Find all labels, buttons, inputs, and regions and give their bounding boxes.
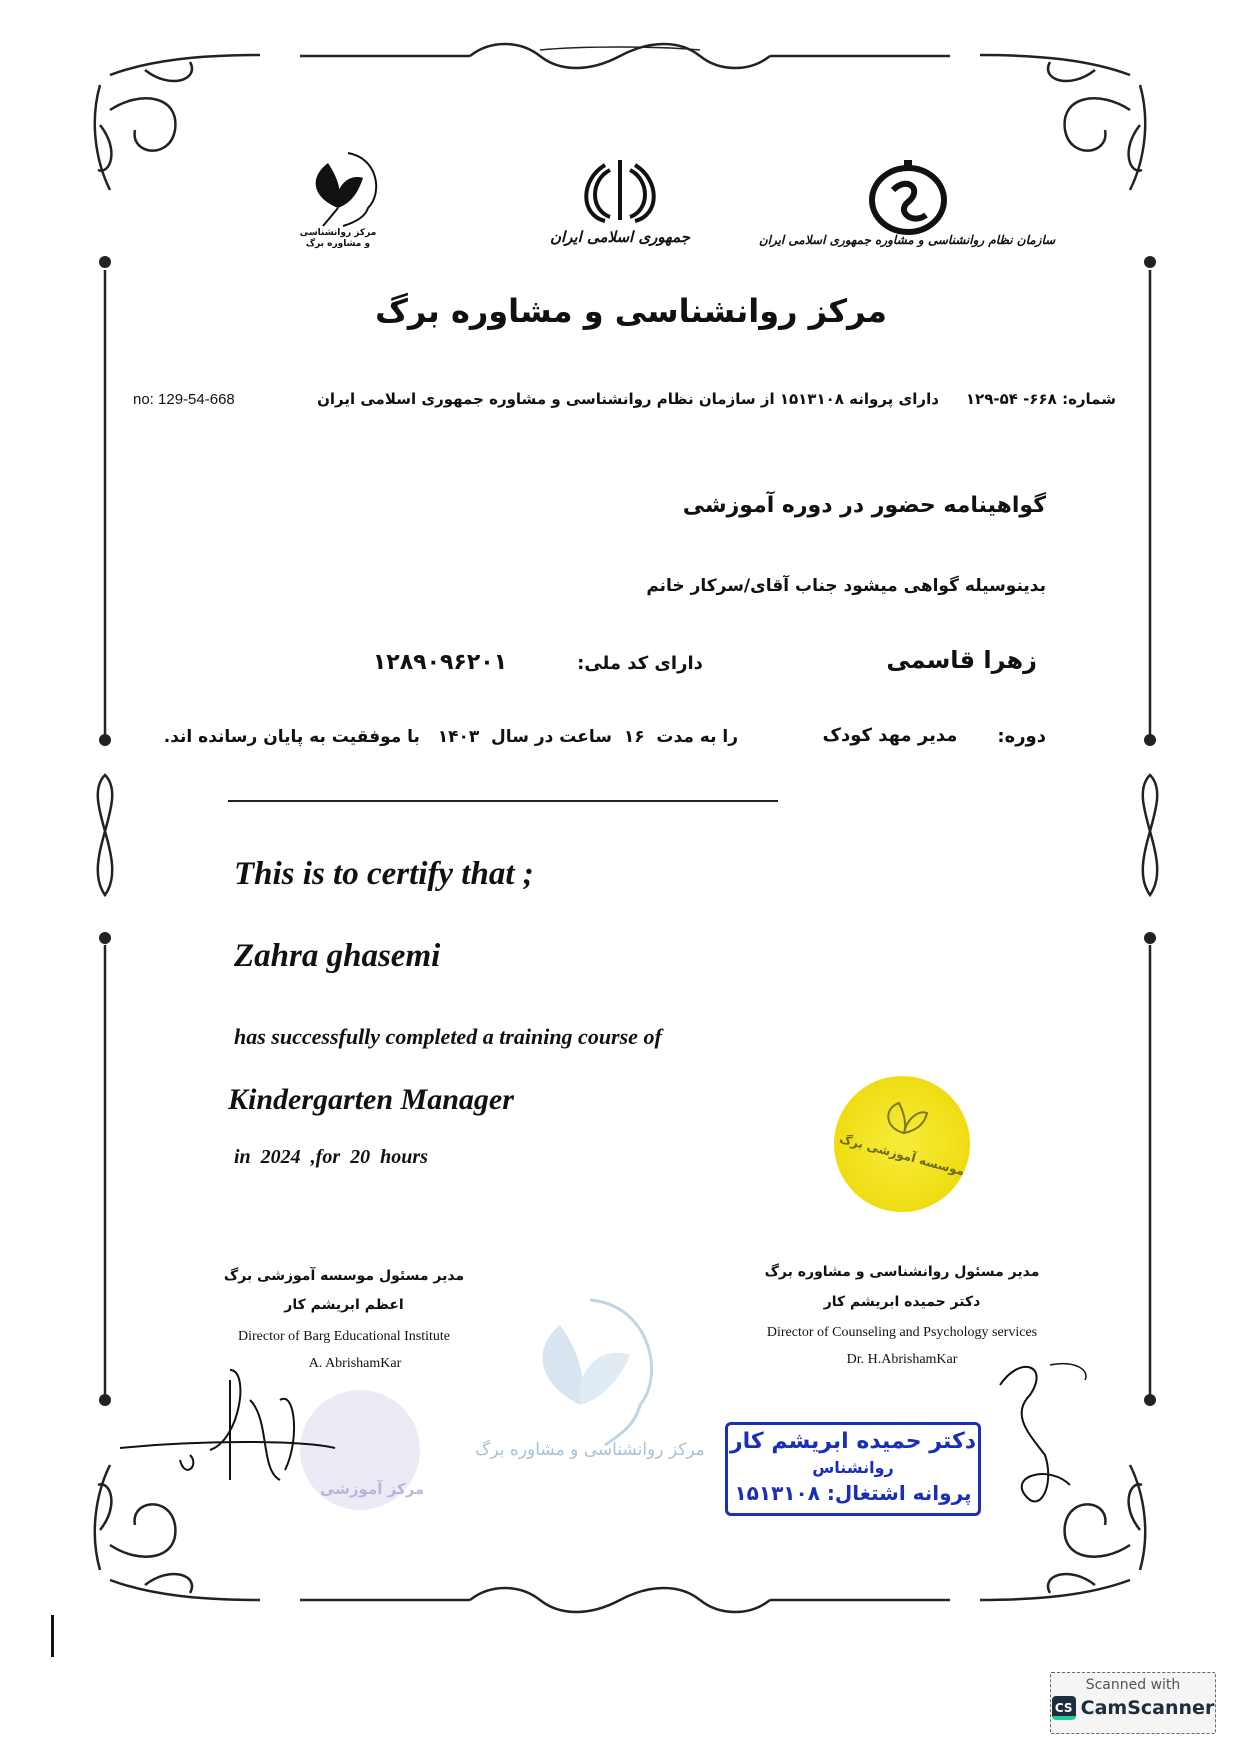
barg-logo-icon: [293, 148, 383, 228]
year-hours: in 2024 ,for 20 hours: [234, 1146, 428, 1168]
emblem-caption: جمهوری اسلامی ایران: [549, 228, 691, 246]
seal-text: موسسه آموزشی برگ: [837, 1131, 967, 1179]
hologram-seal: [834, 1076, 970, 1212]
doctor-stamp: [725, 1422, 981, 1516]
faded-stamp-text: مرکز آموزشی: [320, 1480, 425, 1498]
organization-logo-icon: [868, 160, 948, 235]
divider: [228, 800, 778, 802]
course-name-fa: مدیر مهد کودک: [822, 725, 958, 746]
iran-emblem-icon: [585, 155, 655, 225]
stamp-name: دکتر حمیده ابریشم کار: [729, 1429, 977, 1454]
left-signatory-name-fa: اعظم ابریشم کار: [284, 1297, 404, 1313]
left-signatory-name-en: A. AbrishamKar: [308, 1356, 402, 1371]
certify-statement: This is to certify that ;: [234, 856, 534, 892]
right-signatory-name-en: Dr. H.AbrishamKar: [846, 1352, 958, 1367]
camscanner-badge: [1050, 1672, 1216, 1734]
persian-heading: گواهینامه حضور در دوره آموزشی: [682, 493, 1046, 518]
right-signatory-title-fa: مدیر مسئول روانشناسی و مشاوره برگ: [764, 1264, 1040, 1280]
course-name-en: Kindergarten Manager: [228, 1083, 514, 1116]
right-signatory-name-fa: دکتر حمیده ابریشم کار: [823, 1294, 981, 1310]
watermark-text: مرکز روانشناسی و مشاوره برگ: [475, 1440, 705, 1460]
organization-caption: سازمان نظام روانشناسی و مشاوره جمهوری اسلامی ایران: [758, 233, 1056, 247]
right-signature: [990, 1355, 1110, 1525]
right-signatory-title-en: Director of Counseling and Psychology services: [766, 1325, 1038, 1340]
certificate-number-fa: شماره: ۶۶۸- ۵۴-۱۲۹: [965, 390, 1116, 408]
license-statement: دارای پروانه ۱۵۱۳۱۰۸ از سازمان نظام روانشناسی و مشاوره جمهوری اسلامی ایران: [317, 390, 939, 408]
camscanner-brand: CamScanner: [1080, 1697, 1215, 1719]
barg-watermark-icon: [500, 1295, 670, 1455]
certificate-number-en: no: 129-54-668: [133, 391, 235, 408]
scanned-with-label: Scanned with: [1085, 1677, 1181, 1693]
stamp-profession: روانشناس: [812, 1458, 894, 1477]
camscanner-logo-icon: CS: [1052, 1696, 1076, 1720]
stamp-license: پروانه اشتغال: ۱۵۱۳۱۰۸: [734, 1481, 972, 1505]
left-signatory-title-en: Director of Barg Educational Institute: [237, 1329, 451, 1344]
national-id-label: دارای کد ملی:: [577, 653, 703, 674]
recipient-name-en: Zahra ghasemi: [234, 938, 441, 974]
leaf-icon: [879, 1098, 929, 1138]
national-id-value: ۱۲۸۹۰۹۶۲۰۱: [372, 650, 508, 675]
course-label-fa: دوره:: [997, 726, 1046, 747]
left-signatory-title-fa: مدیر مسئول موسسه آموزشی برگ: [223, 1268, 465, 1284]
persian-intro: بدینوسیله گواهی میشود جناب آقای/سرکار خانم: [646, 576, 1046, 596]
completion-statement-en: has successfully completed a training course of: [234, 1024, 662, 1049]
completion-statement-fa: را به مدت ۱۶ ساعت در سال ۱۴۰۳ با موفقیت به پایان رسانده اند.: [163, 727, 738, 747]
barg-logo-caption: مرکز روانشناسی و مشاوره برگ: [299, 228, 377, 249]
recipient-name-fa: زهرا قاسمی: [886, 646, 1037, 674]
page-title: مرکز روانشناسی و مشاوره برگ: [375, 292, 887, 330]
